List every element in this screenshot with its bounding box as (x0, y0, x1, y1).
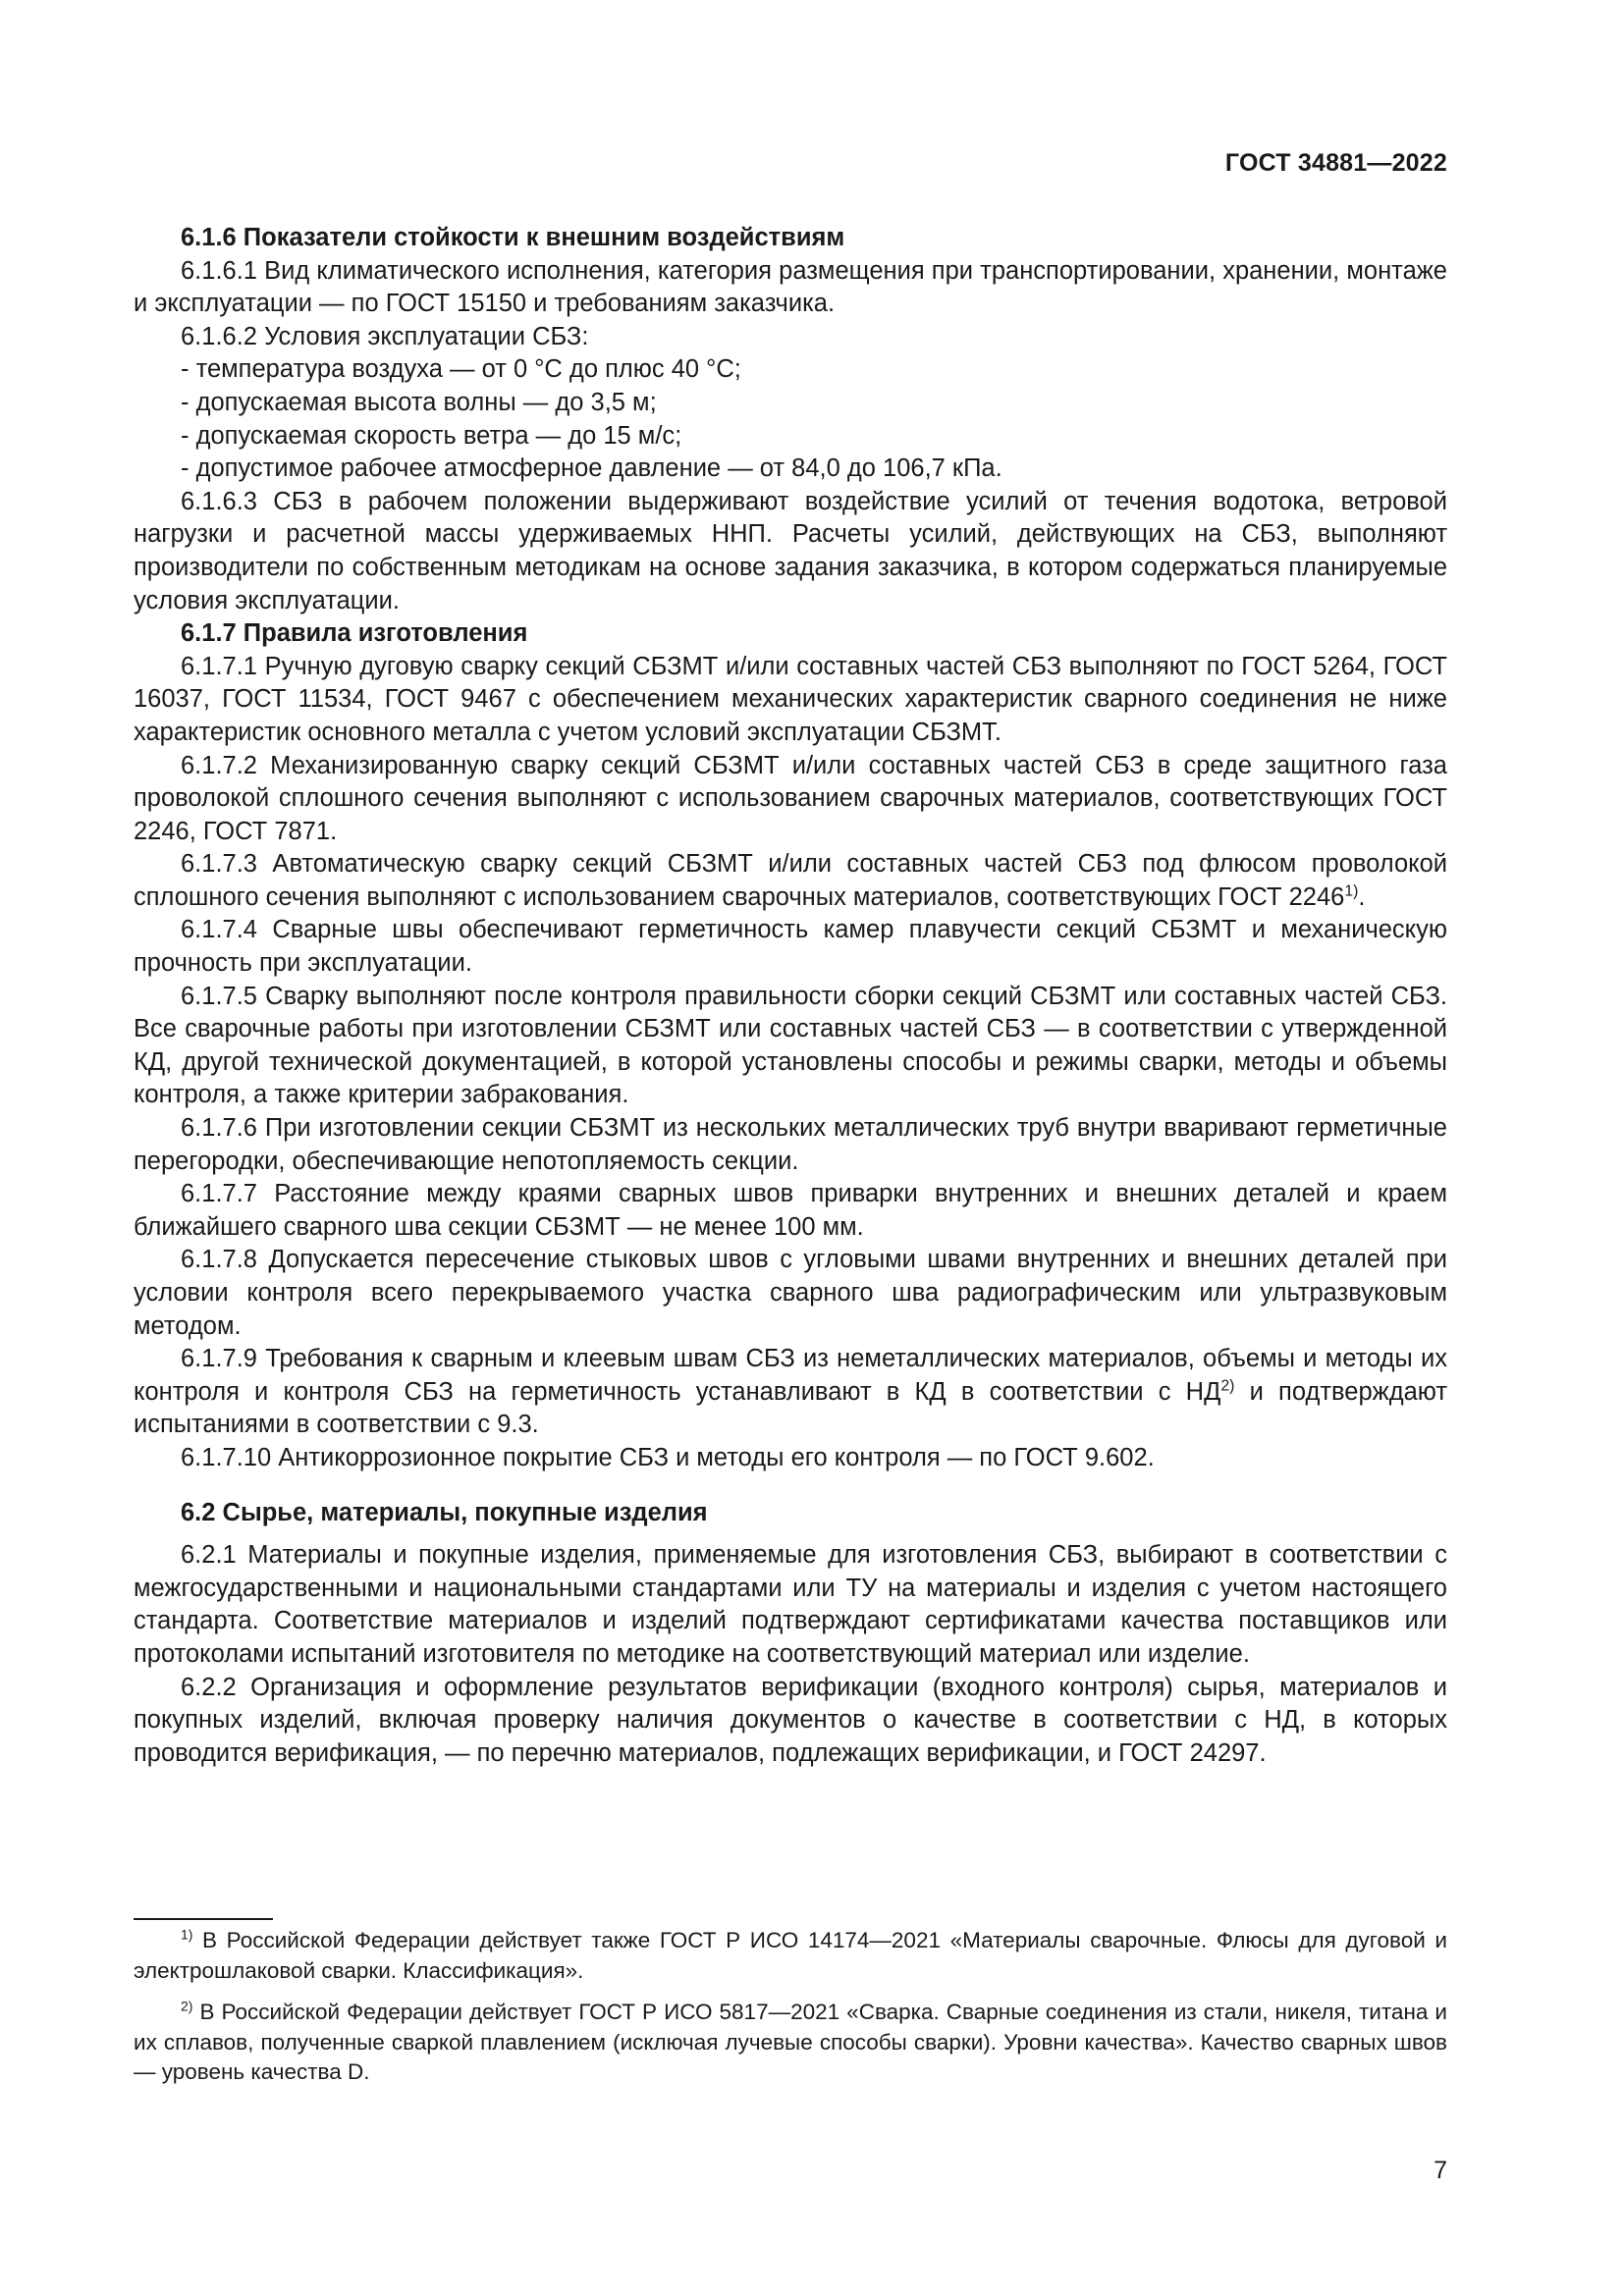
paragraph-6-1-7-3-text: 6.1.7.3 Автоматическую сварку секций СБЗМТ и/или составных частей СБЗ под флюсом проволокой сплошного сечения выполняют с использованием сварочных материалов, соответствующих ГОСТ 2246 (134, 850, 1447, 911)
footnote-1 (134, 1926, 1447, 1986)
footnote-ref-2: 2) (1220, 1377, 1235, 1395)
list-item: - допускаемая скорость ветра — до 15 м/с; (181, 421, 682, 450)
footnotes (134, 1926, 1447, 2100)
paragraph-6-1-7-3 (134, 848, 1447, 914)
paragraph-6-2-2: 6.2.2 Организация и оформление результатов верификации (входного контроля) сырья, материалов и покупных изделий, включая проверку наличия документов о качестве в соответствии с НД, в которых проводится верификация, — по перечню материалов, подлежащих верификации, и ГОСТ 24297. (134, 1673, 1447, 1767)
paragraph-6-1-6-1: 6.1.6.1 Вид климатического исполнения, категория размещения при транспортировании, хранении, монтаже и эксплуатации — по ГОСТ 15150 и требованиям заказчика. (134, 256, 1447, 318)
paragraph-6-1-7-8: 6.1.7.8 Допускается пересечение стыковых швов с угловыми швами внутренних и внешних деталей при условии контроля всего перекрываемого участка сварного шва радиографическим или ультразвуковым методом. (134, 1246, 1447, 1340)
footnote-mark: 2) (181, 1998, 193, 2014)
page-number: 7 (1434, 2157, 1447, 2184)
document-body (134, 222, 1447, 1770)
paragraph-6-1-6-3: 6.1.6.3 СБЗ в рабочем положении выдерживают воздействие усилий от течения водотока, ветровой нагрузки и расчетной массы удерживаемых ННП. Расчеты усилий, действующих на СБЗ, выполняют производители по собственным методикам на основе задания заказчика, в котором содержаться планируемые условия эксплуатации. (134, 487, 1447, 614)
paragraph-6-1-7-6: 6.1.7.6 При изготовлении секции СБЗМТ из нескольких металлических труб внутри вваривают герметичные перегородки, обеспечивающие непотопляемость секции. (134, 1114, 1447, 1175)
section-heading-6-1-7: 6.1.7 Правила изготовления (181, 619, 528, 648)
list-item: - допустимое рабочее атмосферное давление — от 84,0 до 106,7 кПа. (181, 454, 1002, 483)
paragraph-6-1-7-1: 6.1.7.1 Ручную дуговую сварку секций СБЗМТ и/или составных частей СБЗ выполняют по ГОСТ 5264, ГОСТ 16037, ГОСТ 11534, ГОСТ 9467 с обеспечением механических характеристик сварного соединения не ниже характеристик основного металла с учетом условий эксплуатации СБЗМТ. (134, 652, 1447, 746)
paragraph-6-1-7-9-tail: и подтверждают испытаниями в соответствии с 9.3. (134, 1377, 1447, 1439)
paragraph-6-1-7-10: 6.1.7.10 Антикоррозионное покрытие СБЗ и методы его контроля — по ГОСТ 9.602. (181, 1443, 1155, 1471)
footnote-2 (134, 1998, 1447, 2088)
section-heading-6-2: 6.2 Сырье, материалы, покупные изделия (181, 1498, 708, 1526)
paragraph-6-1-7-9 (134, 1343, 1447, 1442)
paragraph-6-1-6-2: 6.1.6.2 Условия эксплуатации СБЗ: (181, 322, 589, 350)
footnote-divider (134, 1918, 273, 1920)
footnote-mark: 1) (181, 1926, 193, 1943)
paragraph-6-1-7-2: 6.1.7.2 Механизированную сварку секций СБЗМТ и/или составных частей СБЗ в среде защитного газа проволокой сплошного сечения выполняют с использованием сварочных материалов, соответствующих ГОСТ 2246, ГОСТ 7871. (134, 751, 1447, 845)
footnote-ref-1: 1) (1344, 882, 1359, 900)
footnote-text: В Российской Федерации действует ГОСТ Р ИСО 5817—2021 «Сварка. Сварные соединения из стали, никеля, титана и их сплавов, полученные сваркой плавлением (исключая лучевые способы сварки). Уровни качества». Качество сварных швов — уровень качества D. (134, 2000, 1447, 2084)
document-header: ГОСТ 34881—2022 (1224, 149, 1447, 177)
paragraph-6-1-7-5: 6.1.7.5 Сварку выполняют после контроля правильности сборки секций СБЗМТ или составных частей СБЗ. Все сварочные работы при изготовлении СБЗМТ или составных частей СБЗ — в соответствии с утвержденной КД, другой технической документацией, в которой установлены способы и режимы сварки, методы и объемы контроля, а также критерии забракования. (134, 982, 1447, 1109)
list-item: - температура воздуха — от 0 °С до плюс 40 °С; (181, 355, 741, 384)
footnote-text: В Российской Федерации действует также ГОСТ Р ИСО 14174—2021 «Материалы сварочные. Флюсы для дуговой и электрошлаковой сварки. Классификация». (134, 1928, 1447, 1983)
paragraph-6-1-7-7: 6.1.7.7 Расстояние между краями сварных швов приварки внутренних и внешних деталей и краем ближайшего сварного шва секции СБЗМТ — не менее 100 мм. (134, 1180, 1447, 1241)
paragraph-end: . (1358, 882, 1366, 911)
list-item: - допускаемая высота волны — до 3,5 м; (181, 388, 657, 416)
section-heading-6-1-6: 6.1.6 Показатели стойкости к внешним воздействиям (181, 224, 845, 251)
paragraph-6-1-7-9-text: 6.1.7.9 Требования к сварным и клеевым швам СБЗ из неметаллических материалов, объемы и методы их контроля и контроля СБЗ на герметичность устанавливают в КД в соответствии с НД (134, 1345, 1447, 1406)
paragraph-6-2-1: 6.2.1 Материалы и покупные изделия, применяемые для изготовления СБЗ, выбирают в соответствии с межгосударственными и национальными стандартами или ТУ на материалы и изделия с учетом настоящего стандарта. Соответствие материалов и изделий подтверждают сертификатами качества поставщиков или протоколами испытаний изготовителя по методике на соответствующий материал или изделие. (134, 1541, 1447, 1668)
paragraph-6-1-7-4: 6.1.7.4 Сварные швы обеспечивают герметичность камер плавучести секций СБЗМТ и механическую прочность при эксплуатации. (134, 916, 1447, 978)
